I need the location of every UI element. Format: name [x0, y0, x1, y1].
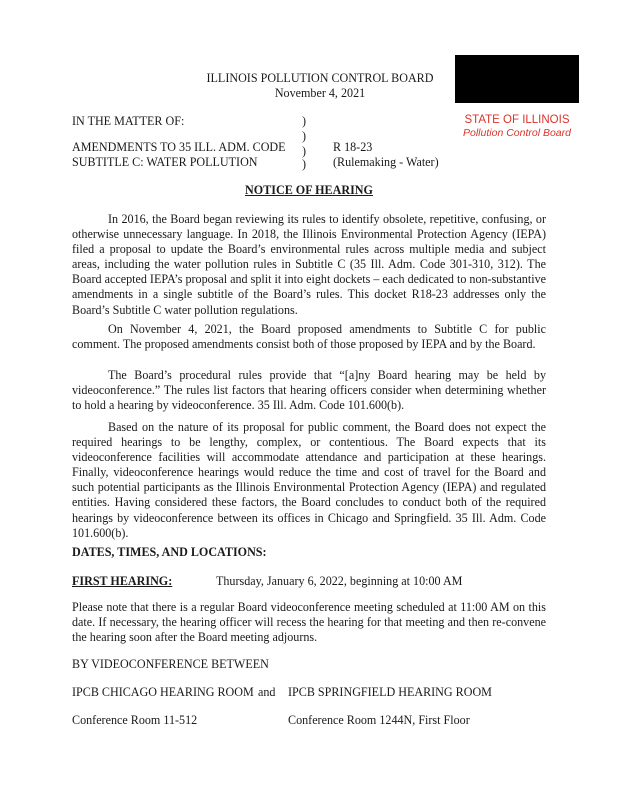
dates-heading: DATES, TIMES, AND LOCATIONS:: [72, 545, 267, 559]
first-hearing-label: FIRST HEARING:: [72, 574, 173, 588]
caption-matter: IN THE MATTER OF:: [72, 114, 185, 128]
stamp-state: STATE OF ILLINOIS: [464, 114, 570, 126]
videoconference-heading: BY VIDEOCONFERENCE BETWEEN: [72, 657, 269, 671]
caption-amendments: AMENDMENTS TO 35 ILL. ADM. CODE: [72, 140, 286, 154]
caption-type: (Rulemaking - Water): [333, 155, 439, 169]
redaction-box: [455, 55, 579, 103]
caption-paren: ): [302, 157, 307, 171]
paragraph-procedural-rules: The Board’s procedural rules provide that “[a]ny Board hearing may be held by videoconference.” The rules list factors that hearing officers consider when determining whether to hold a hearing by videoconference. 35 Ill. Adm. Code 101.600(b).: [72, 368, 546, 413]
first-hearing-when: Thursday, January 6, 2022, beginning at 10:00 AM: [216, 574, 463, 588]
chicago-location: IPCB CHICAGO HEARING ROOM: [72, 685, 254, 699]
paragraph-proposal: On November 4, 2021, the Board proposed amendments to Subtitle C for public comment. The proposed amendments consist both of those proposed by IEPA and by the Board.: [72, 322, 546, 352]
springfield-room: Conference Room 1244N, First Floor: [288, 713, 470, 727]
document-date: November 4, 2021: [274, 86, 366, 100]
paragraph-videoconference: Based on the nature of its proposal for public comment, the Board does not expect the required hearings to be lengthy, complex, or contentious. The Board expects that its videoconference facilities will accommodate attendance and participation at these hearings. Finally, videoconference hearings would reduce the time and cost of travel for the Board and such potential participants as the Illinois Environmental Protection Agency (IEPA) and regulated entities. Having considered these factors, the Board concludes to conduct both of the required hearings by videoconference between its offices in Chicago and Springfield. 35 Ill. Adm. Code 101.600(b).: [72, 420, 546, 540]
paragraph-meeting-note: Please note that there is a regular Board videoconference meeting scheduled at 11:00 AM on this date. If necessary, the hearing officer will recess the hearing for that meeting and then re-convene the hearing soon after the Board meeting adjourns.: [72, 600, 546, 645]
caption-subtitle: SUBTITLE C: WATER POLLUTION: [72, 155, 258, 169]
caption-paren: ): [302, 114, 307, 128]
notice-title: NOTICE OF HEARING: [245, 183, 373, 197]
stamp-board: Pollution Control Board: [463, 127, 571, 139]
caption-paren: ): [302, 129, 307, 143]
caption-docket: R 18-23: [333, 140, 373, 154]
board-name: ILLINOIS POLLUTION CONTROL BOARD: [206, 71, 434, 85]
paragraph-history: In 2016, the Board began reviewing its rules to identify obsolete, repetitive, confusing, or otherwise unnecessary language. In 2018, the Illinois Environmental Protection Agency (IEPA) filed a proposal to update the Board’s environmental rules across multiple media and subject areas, including the water pollution rules in Subtitle C (35 Ill. Adm. Code 301-310, 312). The Board accepted IEPA’s proposal and split it into eight dockets – each dedicated to non-substantive amendments in a single subtitle of the Board’s rules. This docket R18-23 addresses only the Board’s Subtitle C water pollution regulations.: [72, 212, 546, 317]
chicago-room: Conference Room 11-512: [72, 713, 198, 727]
caption-paren: ): [302, 144, 307, 158]
springfield-location: IPCB SPRINGFIELD HEARING ROOM: [288, 685, 492, 699]
location-connector: and: [258, 685, 276, 699]
